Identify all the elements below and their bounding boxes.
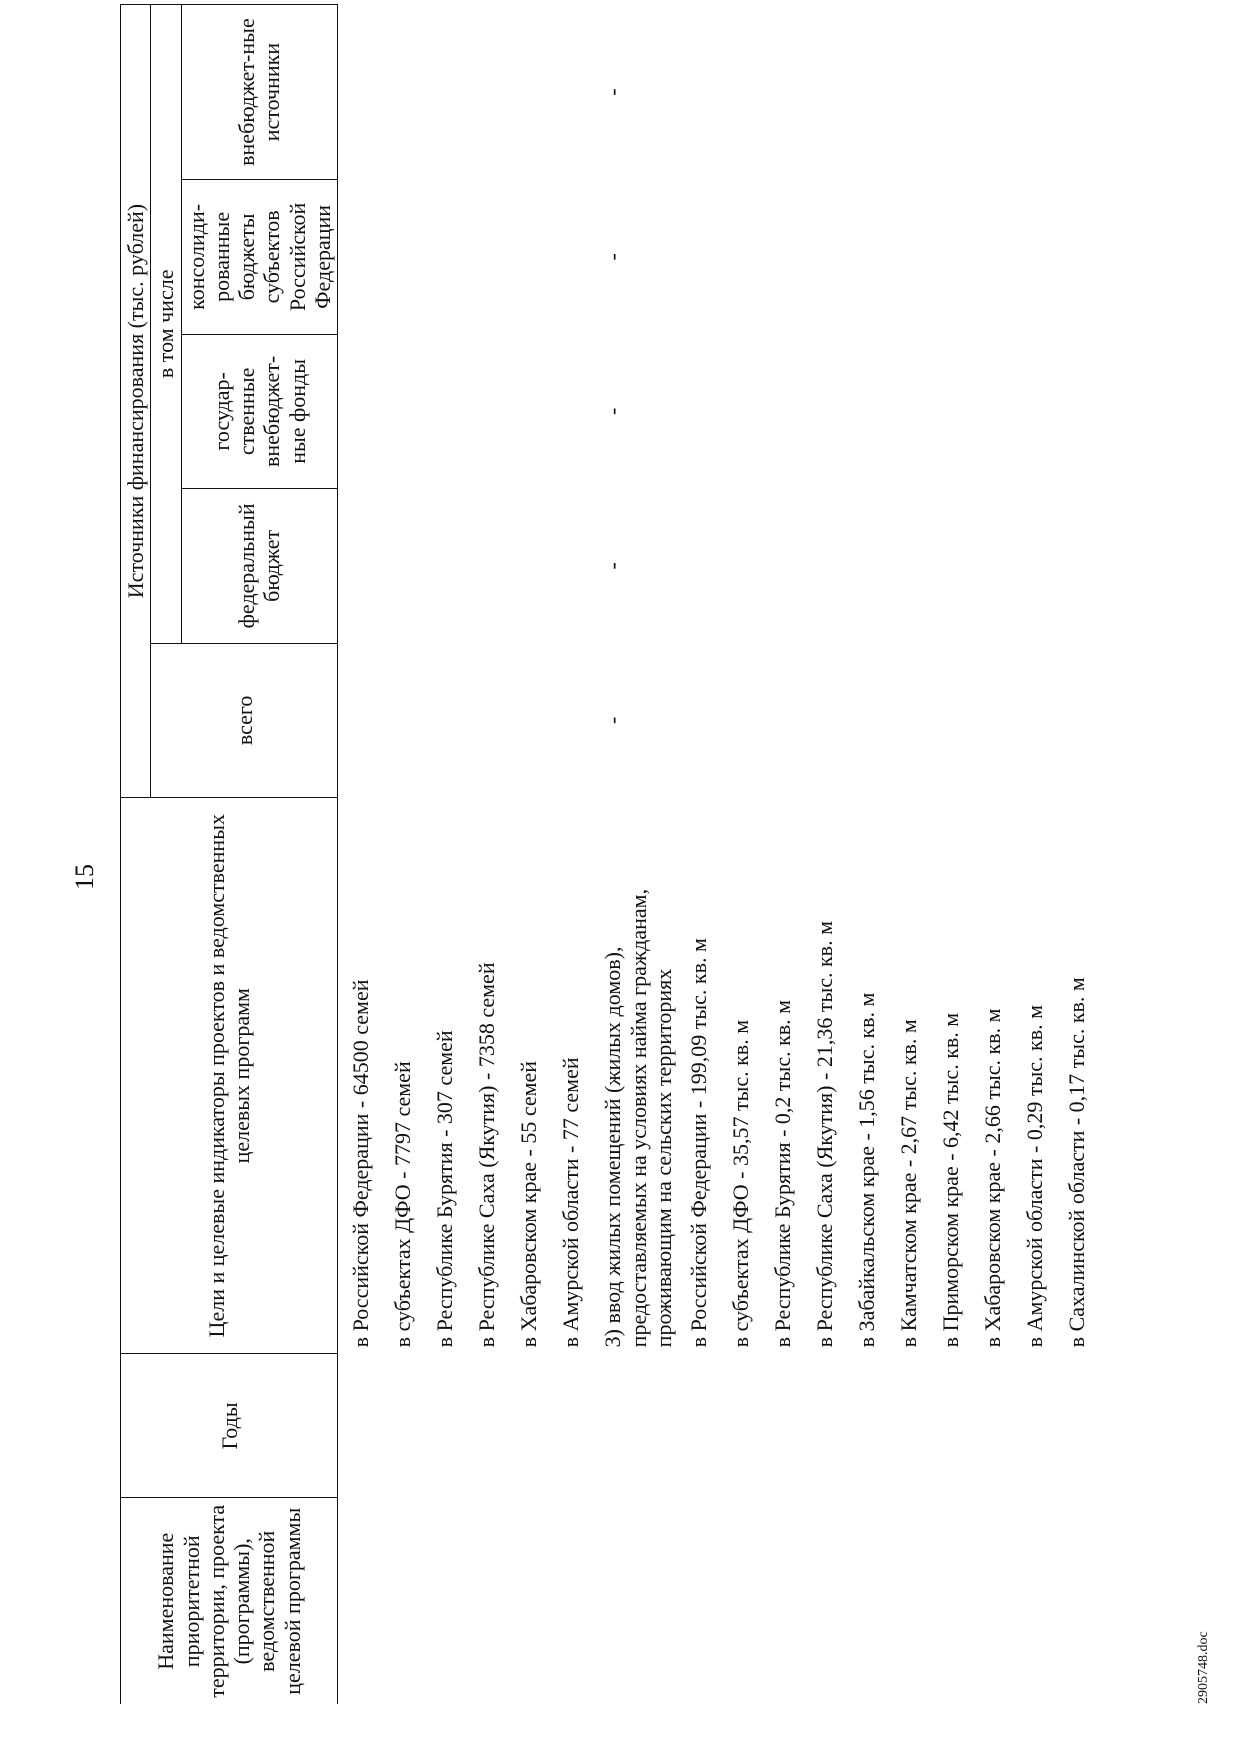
cell-extrabudget: [338, 5, 391, 180]
table-row: [770, 5, 812, 1705]
header-including: в том числе: [151, 5, 181, 644]
cell-indicator: в Республике Бурятия - 307 семей: [432, 1030, 458, 1348]
header-total: всего: [151, 643, 338, 798]
table-body: [338, 5, 1106, 1705]
table-row: [812, 5, 854, 1705]
table-row: [854, 5, 896, 1705]
cell-indicator: в Хабаровском крае - 2,66 тыс. кв. м: [980, 1008, 1006, 1348]
table-row: [390, 5, 432, 1705]
cell-state-funds: [338, 334, 391, 489]
table-row: [516, 5, 558, 1705]
cell-indicator: в Сахалинской области - 0,17 тыс. кв. м: [1064, 977, 1090, 1348]
cell-indicator: в Камчатском крае - 2,67 тыс. кв. м: [896, 1019, 922, 1348]
table-row: [558, 5, 600, 1705]
header-funding-sources: Источники финансирования (тыс. рублей): [121, 5, 151, 798]
cell-indicator: в Амурской области - 77 семей: [558, 1057, 584, 1348]
cell-indicator: в Хабаровском крае - 55 семей: [516, 1060, 542, 1348]
cell-state-funds: -: [600, 407, 626, 416]
cell-federal: -: [600, 562, 626, 570]
cell-indicator: в Забайкальском крае - 1,56 тыс. кв. м: [854, 992, 880, 1348]
table-row: [686, 5, 728, 1705]
cell-total: -: [600, 716, 626, 725]
header-name: Наименование приоритетной территории, проекта (программы), ведомственной целевой программы: [121, 1498, 338, 1704]
cell-indicator: в Приморском крае - 6,42 тыс. кв. м: [938, 1012, 964, 1348]
cell-regional: -: [600, 253, 626, 261]
header-years: Годы: [121, 1354, 338, 1498]
cell-name: [338, 1498, 391, 1704]
table-row: [432, 5, 474, 1705]
page-number: 15: [70, 864, 99, 890]
funding-table: [120, 4, 1106, 1704]
cell-federal: [338, 489, 391, 644]
header-state-funds: государ-ственные внебюджет-ные фонды: [181, 334, 338, 489]
table-row: [1064, 5, 1106, 1705]
header-goals: Цели и целевые индикаторы проектов и ведомственных целевых программ: [121, 798, 338, 1354]
table-row: [1022, 5, 1064, 1705]
table-row: [338, 5, 391, 1705]
table-row: [474, 5, 516, 1705]
header-extrabudget: внебюджет-ные источники: [181, 5, 338, 180]
cell-extrabudget: -: [600, 88, 626, 96]
table-row: [980, 5, 1022, 1705]
table-row: [728, 5, 770, 1705]
footer-filename: 2905748.doc: [1196, 1631, 1211, 1704]
cell-indicator: в субъектах ДФО - 7797 семей: [390, 1061, 416, 1348]
cell-indicator: 3) ввод жилых помещений (жилых домов), предоставляемых на условиях найма гражданам, проживающим на сельских территориях: [600, 888, 676, 1348]
cell-regional: [338, 180, 391, 335]
cell-indicator: в Российской Федерации - 199,09 тыс. кв. м: [686, 938, 712, 1348]
cell-indicator: в Амурской области - 0,29 тыс. кв. м: [1022, 1004, 1048, 1348]
cell-years: [338, 1354, 391, 1498]
cell-total: [338, 643, 391, 798]
table-row: [896, 5, 938, 1705]
cell-indicator: в субъектах ДФО - 35,57 тыс. кв. м: [728, 1019, 754, 1348]
table-row: [938, 5, 980, 1705]
header-federal: федеральный бюджет: [181, 489, 338, 644]
header-regional: консолиди-рованные бюджеты субъектов Российской Федерации: [181, 180, 338, 335]
table-row: [600, 5, 686, 1705]
cell-indicator: в Республике Бурятия - 0,2 тыс. кв. м: [770, 999, 796, 1348]
cell-indicator: в Российской Федерации - 64500 семей: [348, 979, 374, 1348]
cell-indicator: в Республике Саха (Якутия) - 7358 семей: [474, 962, 500, 1348]
cell-indicator: в Республике Саха (Якутия) - 21,36 тыс. кв. м: [812, 921, 838, 1348]
